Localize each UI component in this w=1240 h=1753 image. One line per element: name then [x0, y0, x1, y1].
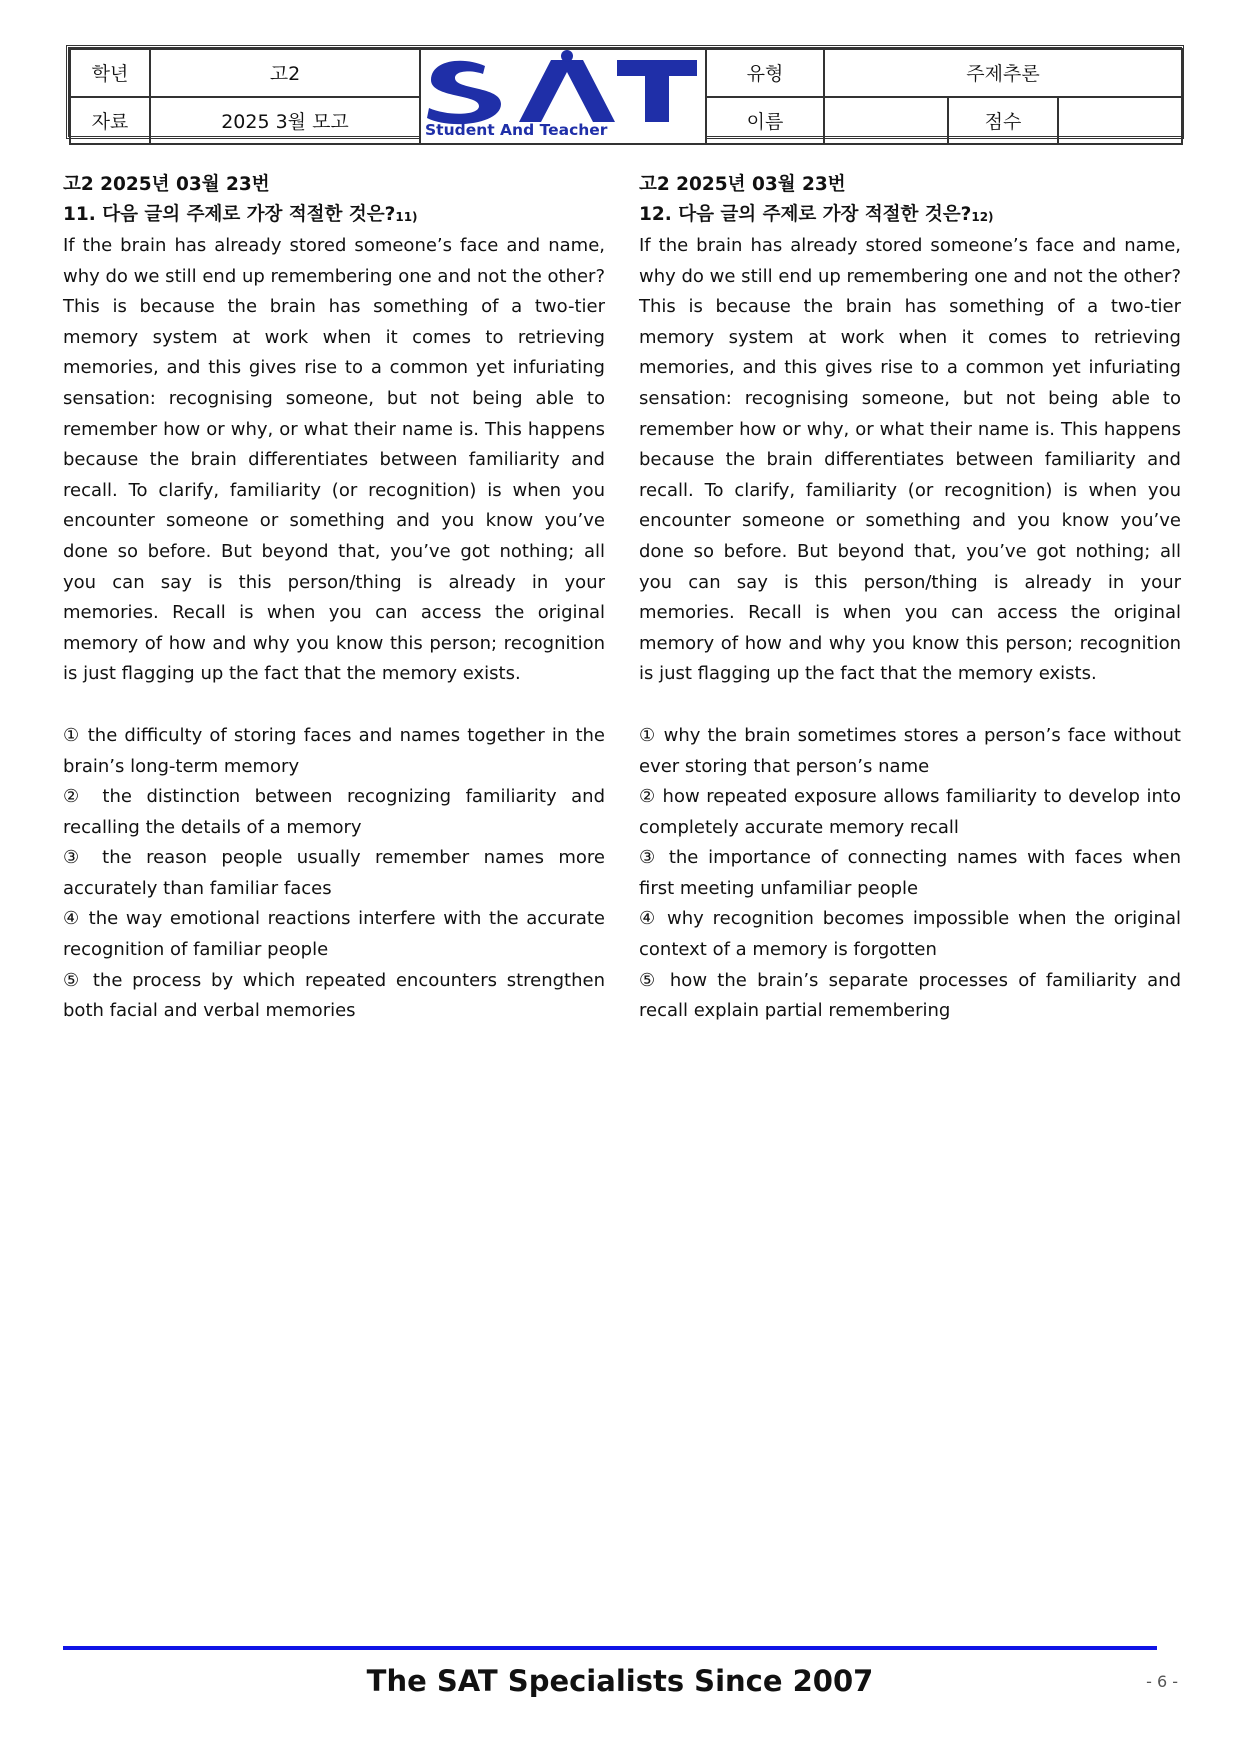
choice-4[interactable]: ④ why recognition becomes impossible when the original context of a memory is forgotten: [639, 908, 1181, 961]
choice-5[interactable]: ⑤ how the brain’s separate processes of familiarity and recall explain partial remembering: [639, 969, 1181, 1022]
answer-choices: [639, 721, 1181, 1027]
answer-choices: [63, 721, 605, 1027]
footnote-marker: 11): [395, 210, 418, 224]
choice-1[interactable]: ① why the brain sometimes stores a person’s face without ever storing that person’s name: [639, 724, 1181, 777]
choice-1[interactable]: ① the difficulty of storing faces and names together in the brain’s long-term memory: [63, 724, 605, 777]
sat-logo: [420, 49, 706, 144]
type-value: 주제추론: [824, 49, 1182, 97]
question-title-text: 11. 다음 글의 주제로 가장 적절한 것은?: [63, 204, 396, 225]
name-label: 이름: [706, 97, 824, 145]
logo-tagline: Student And Teacher: [425, 121, 608, 138]
type-label: 유형: [706, 49, 824, 97]
sat-logo-graphic: [423, 50, 703, 138]
grade-value: 고2: [150, 49, 420, 97]
question-title-text: 12. 다음 글의 주제로 가장 적절한 것은?: [639, 204, 972, 225]
choice-3[interactable]: ③ the importance of connecting names with faces when first meeting unfamiliar people: [639, 847, 1181, 899]
score-field[interactable]: [1058, 97, 1182, 145]
passage-text: If the brain has already stored someone’s face and name, why do we still end up remembering one and not the other? This is because the brain has something of a two-tier memory system at work when it comes to retrieving memories, and this gives rise to a common yet infuriating sensation: recognising someone, but not being able to remember how or why, or what their name is. This happens because the brain differentiates between familiarity and recall. To clarify, familiarity (or recognition) is when you encounter someone or something and you know you’ve done so before. But beyond that, you’ve got nothing; all you can say is this person/thing is already in your memories. Recall is when you can access the original memory of how and why you know this person; recognition is just flagging up the fact that the memory exists.: [63, 235, 605, 685]
choice-4[interactable]: ④ the way emotional reactions interfere with the accurate recognition of familiar people: [63, 908, 605, 961]
choice-2[interactable]: ② how repeated exposure allows familiarity to develop into completely accurate memory recall: [639, 786, 1181, 838]
grade-label: 학년: [70, 49, 150, 97]
footnote-marker: 12): [971, 210, 994, 224]
footer-slogan: The SAT Specialists Since 2007: [366, 1664, 874, 1698]
question-title: [639, 200, 1181, 230]
choice-5[interactable]: ⑤ the process by which repeated encounters strengthen both facial and verbal memories: [63, 969, 605, 1022]
choice-2[interactable]: ② the distinction between recognizing familiarity and recalling the details of a memory: [63, 786, 605, 838]
passage-text: If the brain has already stored someone’s face and name, why do we still end up remembering one and not the other? This is because the brain has something of a two-tier memory system at work when it comes to retrieving memories, and this gives rise to a common yet infuriating sensation: recognising someone, but not being able to remember how or why, or what their name is. This happens because the brain differentiates between familiarity and recall. To clarify, familiarity (or recognition) is when you encounter someone or something and you know you’ve done so before. But beyond that, you’ve got nothing; all you can say is this person/thing is already in your memories. Recall is when you can access the original memory of how and why you know this person; recognition is just flagging up the fact that the memory exists.: [639, 235, 1181, 685]
score-label: 점수: [948, 97, 1058, 145]
question-source: 고2 2025년 03월 23번: [639, 174, 846, 195]
question-12: [639, 170, 1181, 1027]
question-source: 고2 2025년 03월 23번: [63, 174, 270, 195]
choice-3[interactable]: ③ the reason people usually remember names more accurately than familiar faces: [63, 847, 605, 899]
worksheet-header: [66, 45, 1184, 139]
page-number: - 6 -: [1146, 1672, 1178, 1691]
source-label: 자료: [70, 97, 150, 145]
source-value: 2025 3월 모고: [150, 97, 420, 145]
question-11: [63, 170, 605, 1027]
footer-rule: [63, 1646, 1157, 1650]
question-title: [63, 200, 605, 230]
name-field[interactable]: [824, 97, 948, 145]
